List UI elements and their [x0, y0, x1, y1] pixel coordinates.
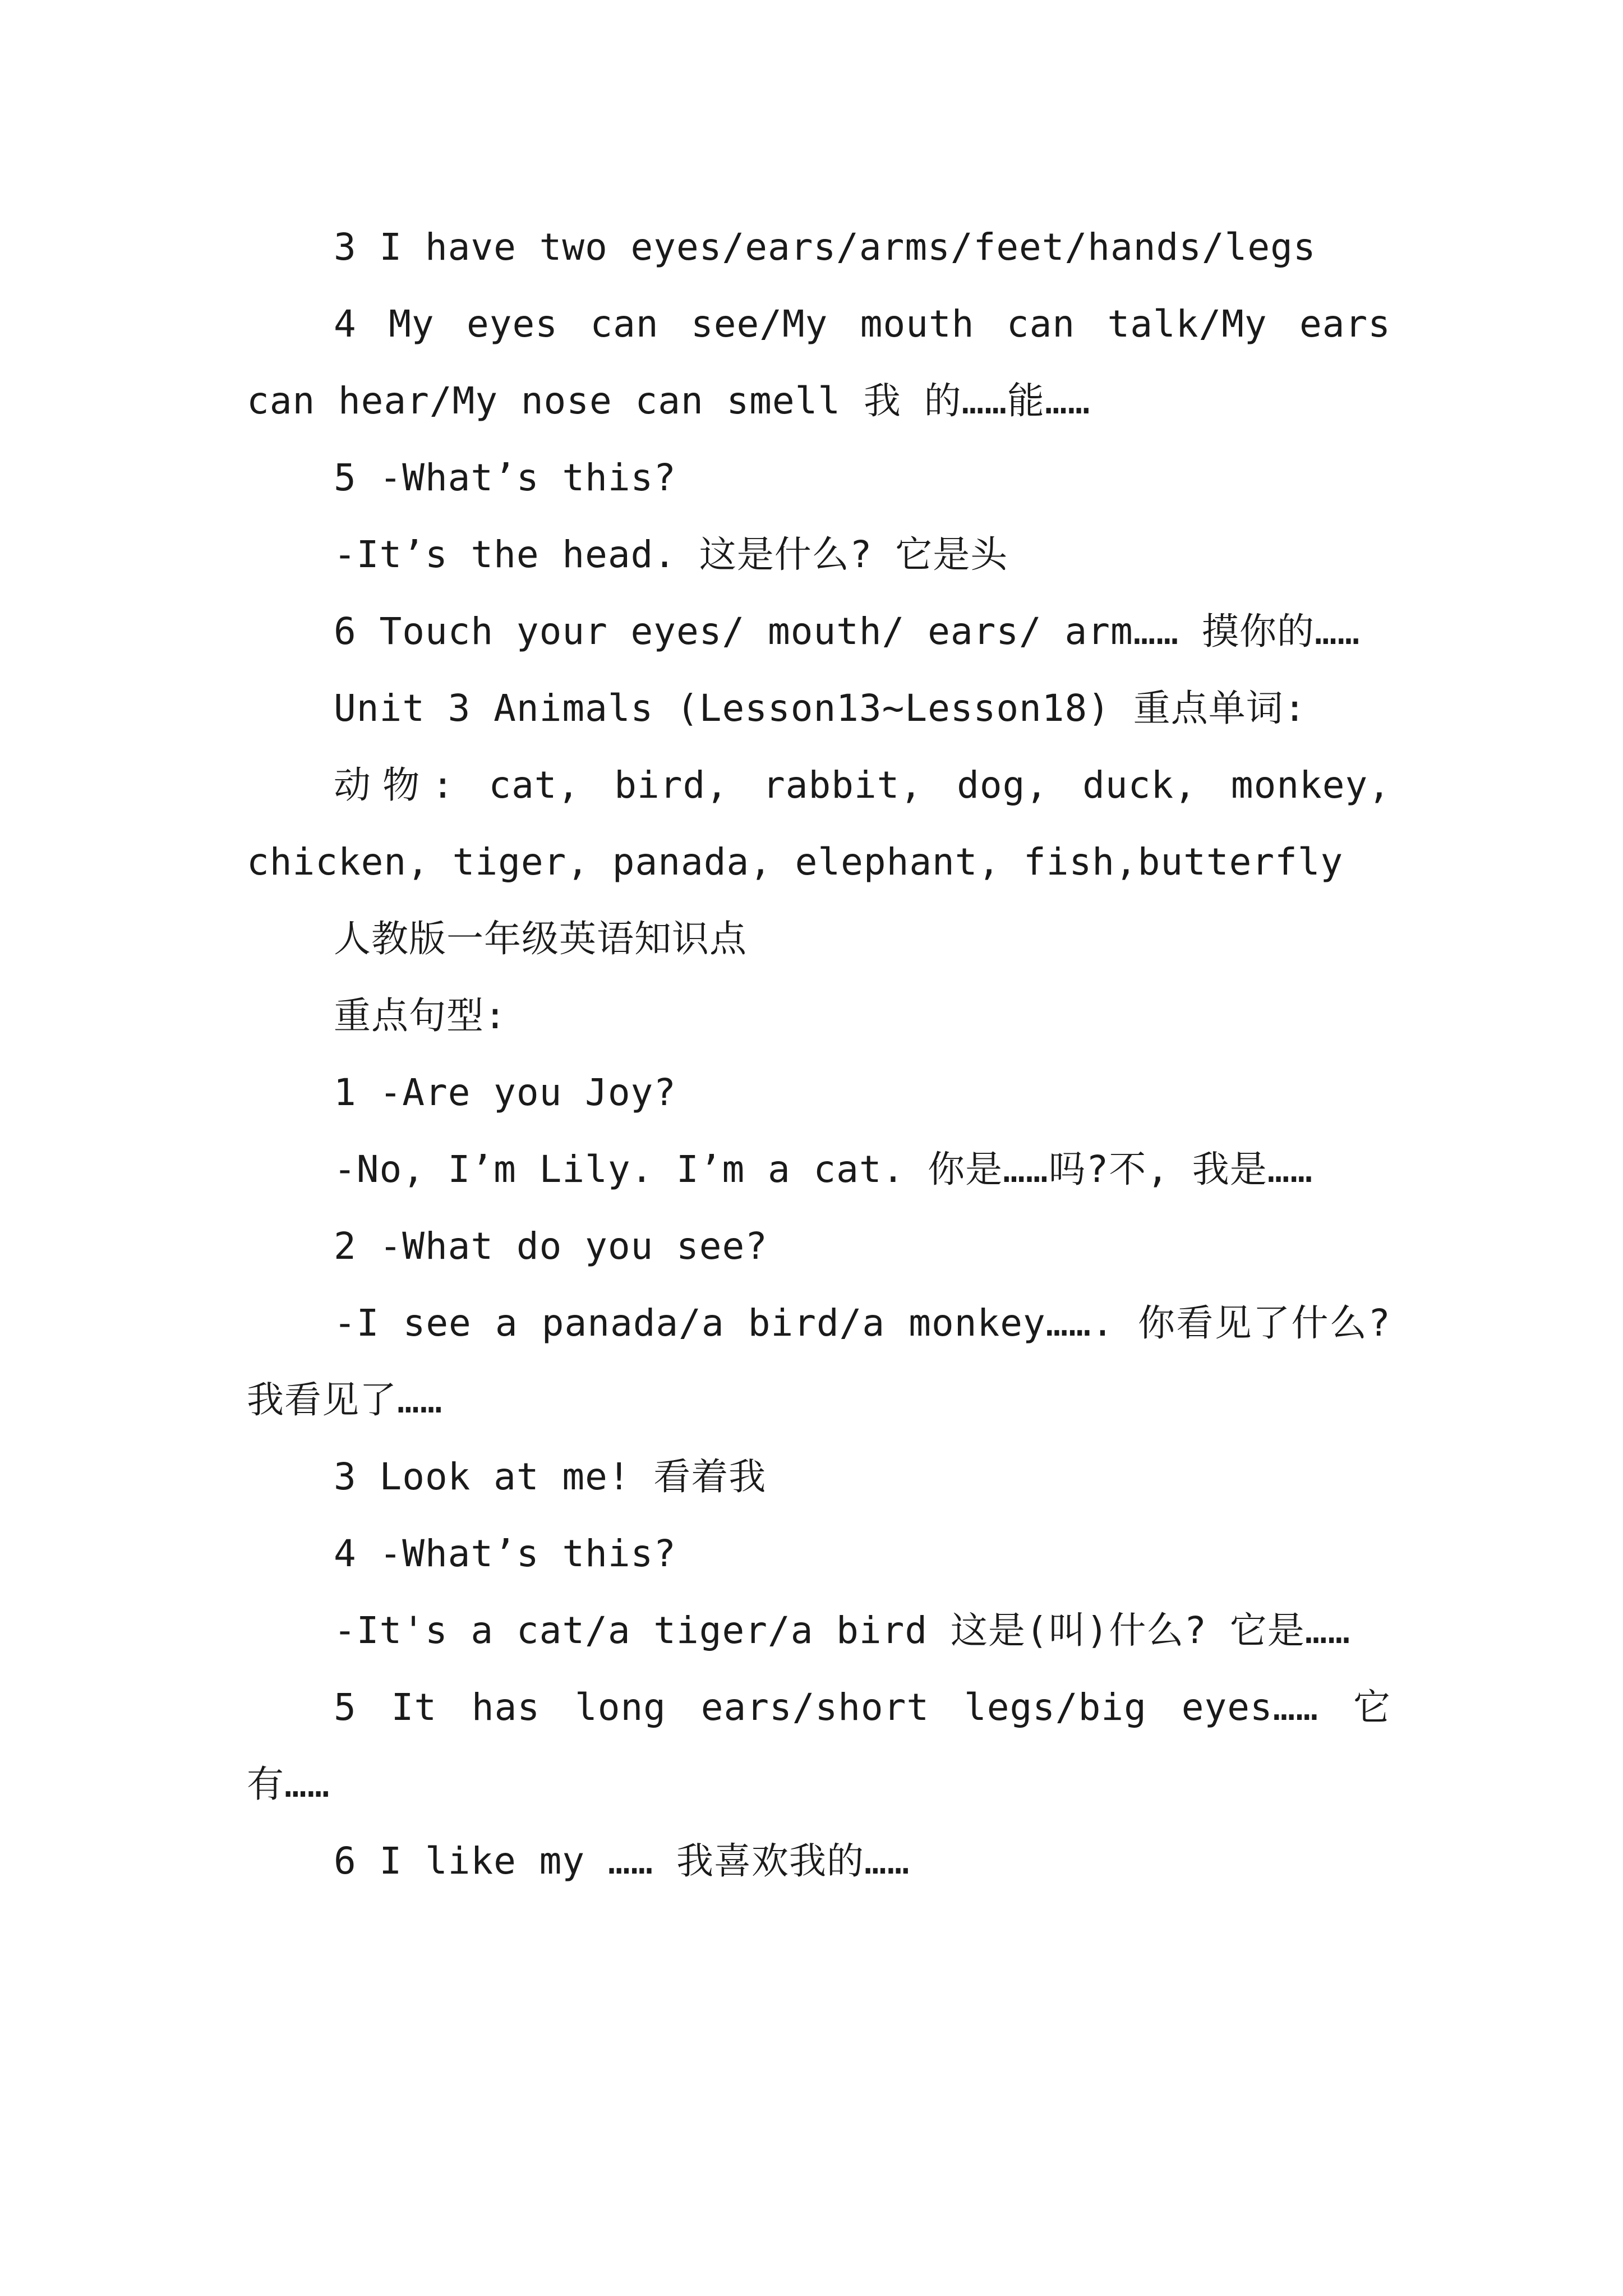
sentence-4-my-eyes: 4 My eyes can see/My mouth can talk/My ears can hear/My nose can smell 我 的……能…… — [247, 302, 1391, 422]
sentence-4-question: 4 -What’s this? — [334, 1532, 677, 1575]
unit-3-heading: Unit 3 Animals (Lesson13~Lesson18) 重点单词: — [334, 687, 1307, 730]
sentence-1-question: 1 -Are you Joy? — [334, 1071, 677, 1114]
sentence-4-answer: -It's a cat/a tiger/a bird 这是(叫)什么? 它是…… — [334, 1609, 1351, 1652]
sentence-2-answer: -I see a panada/a bird/a monkey……. 你看见了什么?我看见了…… — [247, 1301, 1391, 1421]
sentence-5-answer: -It’s the head. 这是什么? 它是头 — [334, 533, 1008, 576]
section-title: 人教版一年级英语知识点 — [334, 917, 747, 960]
sentence-3-have: 3 I have two eyes/ears/arms/feet/hands/legs — [334, 226, 1316, 269]
sentence-1-answer: -No, I’m Lily. I’m a cat. 你是……吗?不, 我是…… — [334, 1148, 1313, 1191]
sentence-5-has: 5 It has long ears/short legs/big eyes…… 它有…… — [247, 1686, 1391, 1806]
sentence-5-whats-this: 5 -What’s this? — [334, 456, 677, 499]
document-body — [247, 209, 1391, 1899]
sentence-6-touch: 6 Touch your eyes/ mouth/ ears/ arm…… 摸你的…… — [334, 610, 1361, 653]
key-sentences-heading: 重点句型: — [334, 994, 507, 1037]
sentence-2-question: 2 -What do you see? — [334, 1225, 768, 1268]
sentence-6-like: 6 I like my …… 我喜欢我的…… — [334, 1839, 910, 1883]
sentence-3-look: 3 Look at me! 看着我 — [334, 1455, 767, 1498]
animal-vocabulary: 动物: cat, bird, rabbit, dog, duck, monkey, chicken, tiger, panada, elephant, fish,butterfly — [247, 763, 1391, 884]
